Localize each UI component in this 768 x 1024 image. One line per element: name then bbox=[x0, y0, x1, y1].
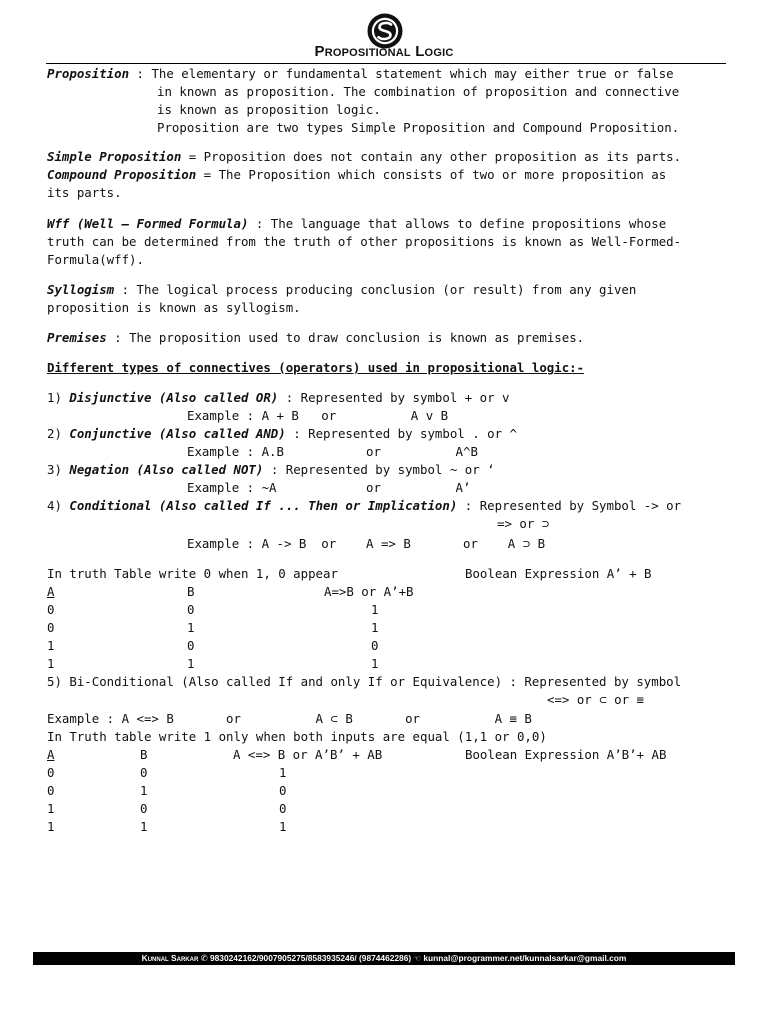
syllogism-term: Syllogism bbox=[47, 282, 115, 297]
table-cell: 1 bbox=[371, 656, 379, 671]
proposition-term: Proposition bbox=[47, 66, 130, 81]
table-cell: 0 bbox=[47, 602, 55, 617]
table-cell: 0 bbox=[140, 801, 148, 816]
table-cell: 1 bbox=[47, 819, 55, 834]
table-cell: 1 bbox=[140, 819, 148, 834]
footer-emails: kunnal@programmer.net/kunnalsarkar@gmail.com bbox=[423, 953, 627, 963]
table-cell: 0 bbox=[187, 602, 195, 617]
table-cell: 1 bbox=[140, 783, 148, 798]
table-cell: 0 bbox=[47, 783, 55, 798]
biconditional-example: Example : A <=> B or A ⊂ B or A ≡ B bbox=[47, 711, 532, 726]
table-cell: 1 bbox=[279, 765, 287, 780]
premises-term: Premises bbox=[47, 330, 107, 345]
syllogism-text2: proposition is known as syllogism. bbox=[47, 300, 301, 315]
connective-rep: : Represented by symbol . or ^ bbox=[285, 426, 517, 441]
connective-disjunctive bbox=[47, 389, 510, 407]
biconditional-line1: 5) Bi-Conditional (Also called If and only If or Equivalence) : Represented by symbol bbox=[47, 674, 682, 689]
table-header-b: B bbox=[187, 584, 195, 599]
simple-text: = Proposition does not contain any other proposition as its parts. bbox=[181, 149, 682, 164]
wff-text3: Formula(wff). bbox=[47, 252, 144, 267]
wff-text2: truth can be determined from the truth of other propositions is known as Well-Formed- bbox=[47, 234, 682, 249]
table-cell: 0 bbox=[279, 801, 287, 816]
table-header-result: A=>B or A’+B bbox=[324, 584, 414, 599]
table-header-b: B bbox=[140, 747, 148, 762]
compound-term: Compound Proposition bbox=[47, 167, 197, 182]
premises-text: : The proposition used to draw conclusion is known as premises. bbox=[106, 330, 585, 345]
connective-rep: : Represented by symbol ~ or ‘ bbox=[263, 462, 495, 477]
table-cell: 1 bbox=[187, 620, 195, 635]
table-row bbox=[47, 764, 297, 782]
table-cell: 0 bbox=[371, 638, 379, 653]
page-title: Propositional Logic bbox=[314, 43, 454, 60]
syllogism-definition bbox=[47, 281, 636, 299]
connectives-heading: Different types of connectives (operators) used in propositional logic:- bbox=[47, 360, 585, 375]
biconditional-line2: <=> or ⊂ or ≡ bbox=[547, 692, 644, 707]
phone-icon: ✆ bbox=[200, 953, 208, 963]
proposition-line4: Proposition are two types Simple Proposition and Compound Proposition. bbox=[157, 120, 680, 135]
connective-name: Disjunctive (Also called OR) bbox=[69, 390, 279, 405]
table-cell: 0 bbox=[47, 765, 55, 780]
connective-name: Conjunctive (Also called AND) bbox=[69, 426, 286, 441]
biconditional-table-header bbox=[47, 746, 389, 764]
proposition-line3: is known as proposition logic. bbox=[157, 102, 381, 117]
compound-proposition-definition bbox=[47, 166, 666, 184]
simple-term: Simple Proposition bbox=[47, 149, 182, 164]
proposition-line2: in known as proposition. The combination of proposition and connective bbox=[157, 84, 680, 99]
connective-num: 3) bbox=[47, 462, 70, 477]
table-row bbox=[47, 601, 387, 619]
connective-name: Negation (Also called NOT) bbox=[69, 462, 264, 477]
table-row bbox=[47, 655, 387, 673]
connective-rep: : Represented by symbol + or v bbox=[278, 390, 510, 405]
proposition-definition bbox=[47, 65, 674, 83]
table-row bbox=[47, 782, 297, 800]
table-cell: 1 bbox=[47, 656, 55, 671]
connective-example: Example : ~A or A’ bbox=[187, 480, 471, 495]
proposition-sep: : bbox=[129, 66, 152, 81]
wff-definition bbox=[47, 215, 666, 233]
table-cell: 1 bbox=[47, 638, 55, 653]
table-cell: 0 bbox=[279, 783, 287, 798]
implication-table-header bbox=[47, 583, 420, 601]
syllogism-text1: : The logical process producing conclusion (or result) from any given bbox=[114, 282, 637, 297]
connective-name: Conditional (Also called If ... Then or Implication) bbox=[69, 498, 458, 513]
table-cell: 0 bbox=[187, 638, 195, 653]
compound-text1: = The Proposition which consists of two or more proposition as bbox=[196, 167, 667, 182]
biconditional-boolean: Boolean Expression A’B’+ AB bbox=[465, 747, 667, 762]
connective-num: 1) bbox=[47, 390, 70, 405]
connective-example: Example : A + B or A v B bbox=[187, 408, 449, 423]
connective-negation bbox=[47, 461, 495, 479]
title-underline bbox=[46, 63, 726, 64]
table-row bbox=[47, 619, 387, 637]
connective-example: Example : A.B or A^B bbox=[187, 444, 478, 459]
table-header-result: A <=> B or A’B’ + AB bbox=[233, 747, 383, 762]
connective-num: 2) bbox=[47, 426, 70, 441]
wff-term: Wff (Well – Formed Formula) bbox=[47, 216, 249, 231]
table-header-a: A bbox=[47, 747, 55, 762]
table-row bbox=[47, 800, 297, 818]
author-name: Kunnal Sarkar bbox=[141, 953, 199, 963]
wff-text1: : The language that allows to define propositions whose bbox=[248, 216, 667, 231]
simple-proposition-definition bbox=[47, 148, 681, 166]
table-cell: 1 bbox=[187, 656, 195, 671]
footer-phones: 9830242162/9007905275/8583935246/ (9874462286) bbox=[209, 953, 412, 963]
hand-pointer-icon: ☜ bbox=[413, 953, 422, 963]
connective-conditional bbox=[47, 497, 681, 515]
connective-conjunctive bbox=[47, 425, 517, 443]
table-cell: 0 bbox=[140, 765, 148, 780]
connective-rep: : Represented by Symbol -> or bbox=[457, 498, 682, 513]
table-cell: 1 bbox=[279, 819, 287, 834]
table-cell: 1 bbox=[371, 620, 379, 635]
footer-contact-bar bbox=[33, 952, 735, 965]
connective-rep2: => or ⊃ bbox=[497, 516, 550, 531]
table-header-a: A bbox=[47, 584, 55, 599]
proposition-line1: The elementary or fundamental statement which may either true or false bbox=[151, 66, 674, 81]
table-row bbox=[47, 637, 387, 655]
table-cell: 1 bbox=[371, 602, 379, 617]
connective-example: Example : A -> B or A => B or A ⊃ B bbox=[187, 536, 546, 551]
table-row bbox=[47, 818, 297, 836]
biconditional-note: In Truth table write 1 only when both inputs are equal (1,1 or 0,0) bbox=[47, 729, 547, 744]
implication-note: In truth Table write 0 when 1, 0 appear bbox=[47, 566, 338, 581]
table-cell: 1 bbox=[47, 801, 55, 816]
connective-num: 4) bbox=[47, 498, 70, 513]
table-cell: 0 bbox=[47, 620, 55, 635]
compound-text2: its parts. bbox=[47, 185, 122, 200]
implication-boolean: Boolean Expression A’ + B bbox=[465, 566, 652, 581]
premises-definition bbox=[47, 329, 584, 347]
